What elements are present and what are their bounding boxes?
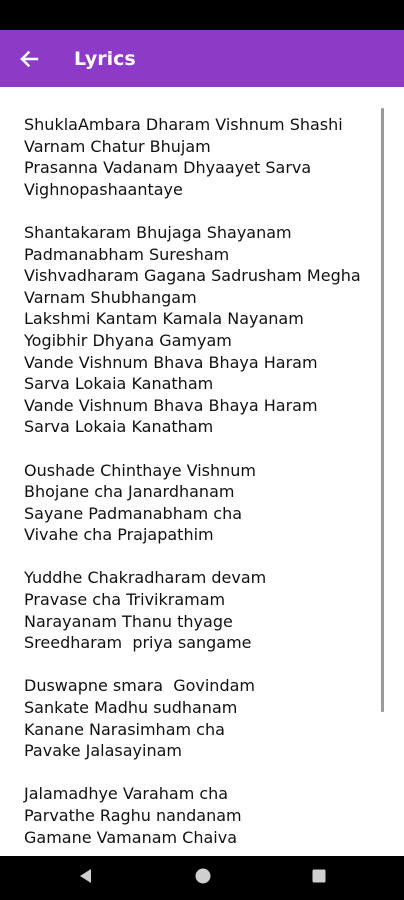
nav-back-triangle-icon [77,867,93,889]
lyric-line: Lakshmi Kantam Kamala Nayanam [24,309,304,329]
lyrics-scroll-area[interactable] [0,87,404,855]
lyric-stanza [24,222,384,438]
nav-recents-button[interactable] [289,856,349,900]
lyric-stanza [24,567,384,653]
lyric-line: Oushade Chinthaye Vishnum [24,460,256,480]
lyric-line: Vivahe cha Prajapathim [24,525,214,545]
lyric-line: Varnam Shubhangam [24,287,197,307]
lyric-line: Shantakaram Bhujaga Shayanam [24,222,292,242]
nav-recents-square-icon [311,868,327,888]
lyric-line: Duswapne smara Govindam [24,676,255,696]
app-bar [0,30,404,87]
lyric-line: Sarva Lokaia Kanatham [24,417,214,437]
lyric-line: Parvathe Raghu nandanam [24,806,242,825]
lyric-line: Yogibhir Dhyana Gamyam [24,330,232,350]
lyric-line: Vighnopashaantaye [24,179,183,199]
lyric-line: Sankate Madhu sudhanam [24,698,238,718]
lyrics-text [24,114,384,855]
lyric-stanza [24,114,384,200]
navigation-bar [0,856,404,900]
arrow-left-icon [19,49,39,69]
scrollbar[interactable] [381,108,384,712]
lyric-line: Pavake Jalasayinam [24,741,182,761]
lyric-line: Gamane Vamanam Chaiva [24,827,238,847]
lyric-line: Vande Vishnum Bhava Bhaya Haram [24,352,318,372]
lyric-line: Bhojane cha Janardhanam [24,482,235,502]
nav-home-circle-icon [194,867,212,889]
lyric-stanza [24,460,384,546]
lyric-stanza [24,783,384,848]
lyric-line: Sreedharam priya sangame [24,633,252,653]
page-title: Lyrics [74,47,136,70]
lyric-line: ShuklaAmbara Dharam Vishnum Shashi [24,115,343,134]
status-bar [0,0,404,30]
nav-home-button[interactable] [173,856,233,900]
lyric-line: Prasanna Vadanam Dhyaayet Sarva [24,158,312,178]
lyric-line: Padmanabham Suresham [24,244,230,264]
nav-back-button[interactable] [55,856,115,900]
lyric-line: Sarva Lokaia Kanatham [24,374,214,394]
lyric-line: Vishvadharam Gagana Sadrusham Megha [24,266,361,286]
back-button[interactable] [0,30,58,87]
lyric-line: Pravase cha Trivikramam [24,590,226,610]
lyric-line: Kanane Narasimham cha [24,719,225,739]
lyric-line: Varnam Chatur Bhujam [24,136,211,156]
lyric-line: Jalamadhye Varaham cha [24,784,229,804]
lyric-line: Sayane Padmanabham cha [24,503,243,523]
lyric-line: Yuddhe Chakradharam devam [24,568,267,588]
lyric-line: Vande Vishnum Bhava Bhaya Haram [24,395,318,415]
lyric-stanza [24,675,384,761]
lyric-line: Narayanam Thanu thyage [24,611,233,631]
